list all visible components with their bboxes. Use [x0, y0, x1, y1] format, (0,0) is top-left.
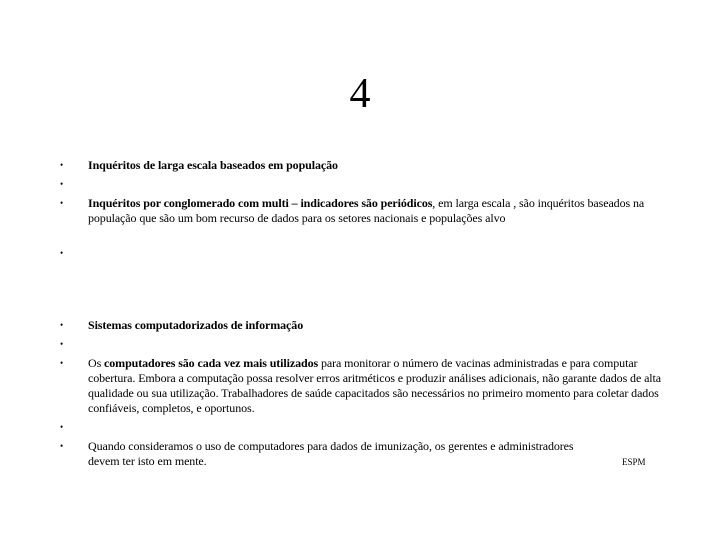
bullet-text-prefix: Os — [88, 356, 105, 370]
bullet-marker: • — [60, 422, 64, 432]
bullet-marker: • — [60, 320, 64, 330]
bullet-item — [88, 196, 668, 226]
bullet-marker: • — [60, 441, 64, 451]
footer-label: ESPM — [622, 457, 646, 467]
bullet-marker: • — [60, 358, 64, 368]
bullet-marker: • — [60, 179, 64, 189]
bullet-marker: • — [60, 339, 64, 349]
slide-title: 4 — [349, 71, 371, 117]
bullet-item — [88, 158, 668, 173]
bullet-heading: Inquéritos por conglomerado com multi – indicadores são periódicos — [88, 196, 433, 210]
bullet-text: para monitorar o número de vacinas administradas e para computar cobertura. Embora a computação possa resolver erros aritméticos e produzir análises adicionais, não garante dados de alta qualidade ou sua utilização. Trabalhadores de saúde capacitados são necessários no primeiro momento para coletar dados confiáveis, completos, e oportunos. — [88, 356, 662, 415]
bullet-marker: • — [60, 160, 64, 170]
bullet-item — [88, 439, 598, 469]
bullet-text: Quando consideramos o uso de computadores para dados de imunização, os gerentes e administradores devem ter isto em mente. — [88, 439, 574, 468]
bullet-heading: Sistemas computadorizados de informação — [88, 318, 304, 332]
bullet-marker: • — [60, 248, 64, 258]
bullet-text: , em larga escala , são inquéritos baseados na população que são um bom recurso de dados para os setores nacionais e populações alvo — [88, 196, 645, 225]
bullet-emphasis: computadores são cada vez mais utilizados — [104, 356, 319, 370]
bullet-marker: • — [60, 198, 64, 208]
bullet-heading: Inquéritos de larga escala baseados em população — [88, 158, 338, 172]
bullet-item — [88, 318, 668, 333]
bullet-item — [88, 356, 668, 416]
